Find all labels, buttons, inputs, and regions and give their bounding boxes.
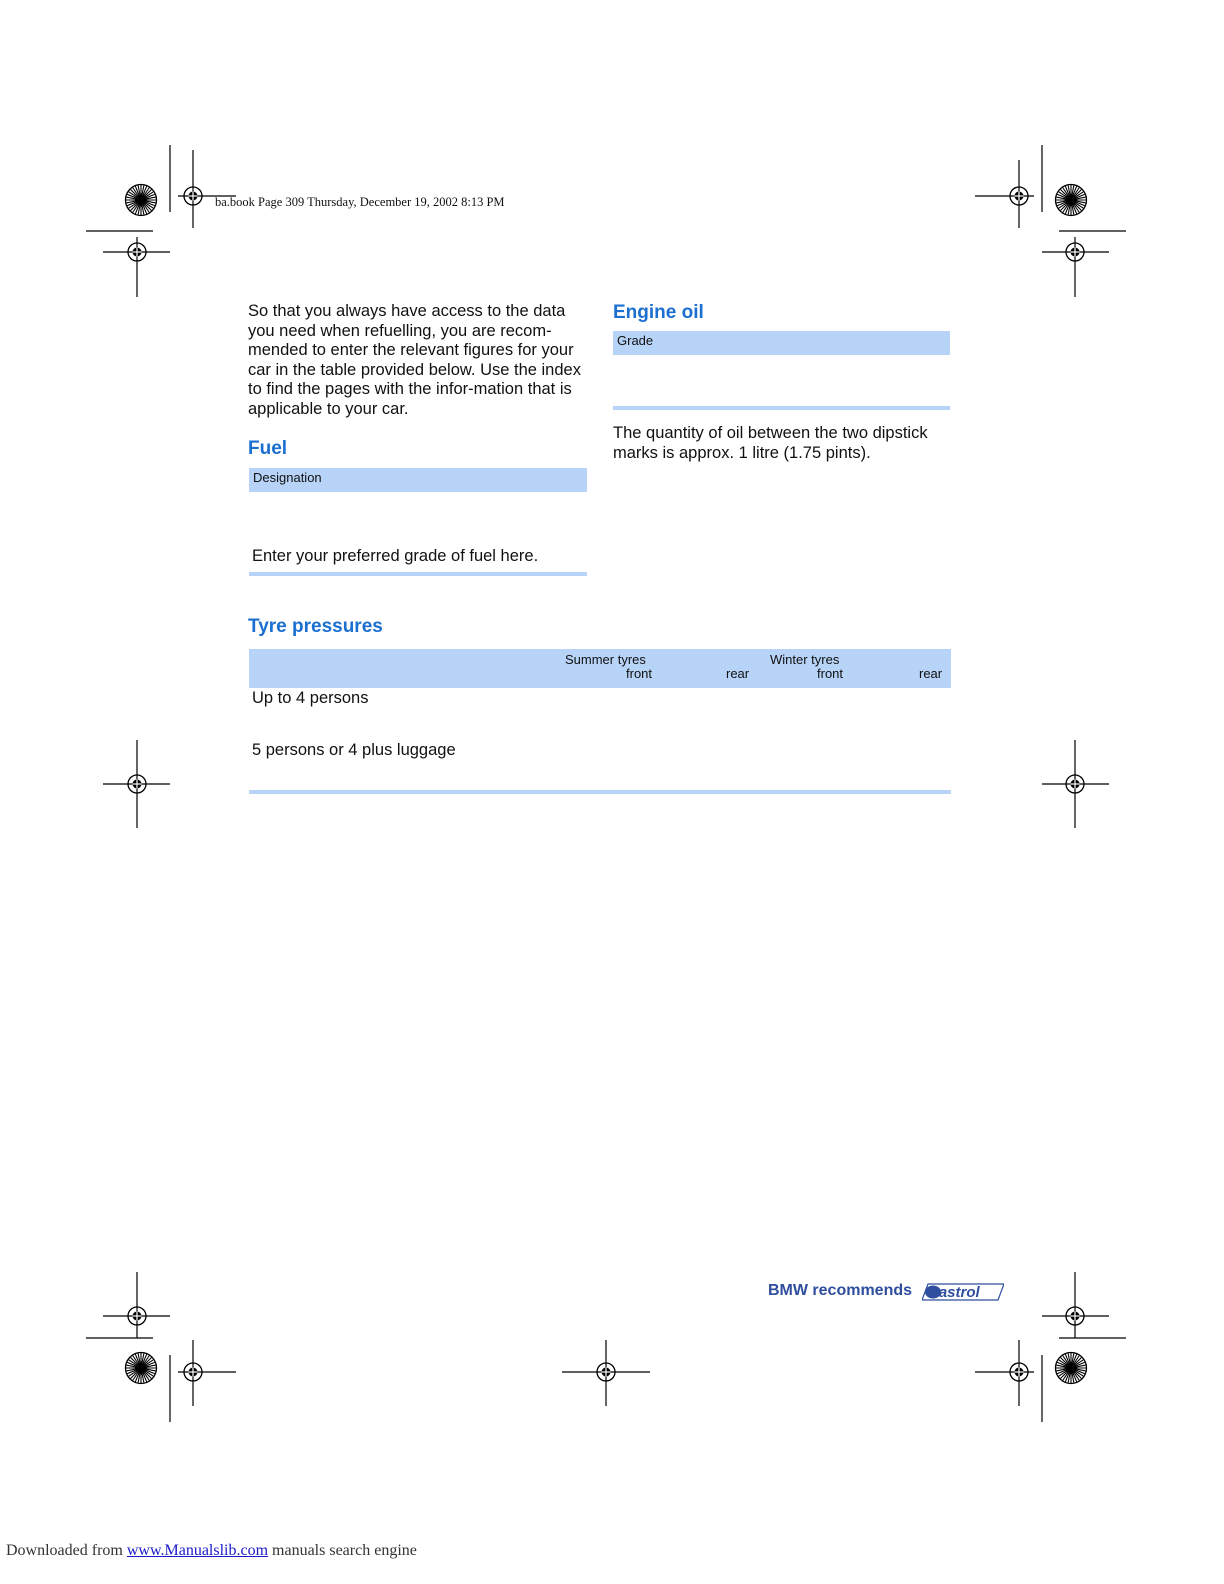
engine-oil-table-rule — [613, 406, 950, 410]
intro-paragraph: So that you always have access to the data you need when refuelling, you are recom-mended to enter the relevant figures for your car in the table provided below. Use the index to find the pages with the infor-mation that is applicable to your car. — [248, 302, 581, 418]
fuel-note: Enter your preferred grade of fuel here. — [252, 547, 539, 565]
tyre-table-rule — [249, 790, 951, 794]
page-header: ba.book Page 309 Thursday, December 19, 2002 8:13 PM — [215, 195, 505, 209]
fuel-designation-header — [249, 468, 587, 492]
tyre-pressures-heading: Tyre pressures — [248, 616, 383, 637]
fuel-table-rule — [249, 572, 587, 576]
tyre-row-label: Up to 4 persons — [252, 689, 369, 707]
footer-prefix: Downloaded from — [6, 1542, 123, 1559]
bmw-recommends-text: BMW recommends — [768, 1282, 913, 1299]
winter-tyres-label: Winter tyres — [770, 652, 840, 667]
engine-oil-grade-label: Grade — [617, 333, 654, 348]
castrol-logo — [922, 1282, 1004, 1302]
fuel-designation-label: Designation — [253, 470, 322, 485]
manualslib-link[interactable]: www.Manualslib.com — [126, 1542, 269, 1559]
fuel-heading: Fuel — [248, 438, 288, 459]
tyre-pressures-table-header — [249, 649, 951, 688]
castrol-logo-text: Castrol — [928, 1284, 980, 1301]
engine-oil-grade-header — [613, 331, 950, 355]
tyre-row-label: 5 persons or 4 plus luggage — [252, 741, 456, 759]
footer-suffix: manuals search engine — [272, 1542, 417, 1559]
summer-tyres-label: Summer tyres — [565, 652, 646, 667]
page-footer — [6, 1542, 417, 1560]
winter-front-label: front — [817, 666, 844, 681]
summer-rear-label: rear — [726, 666, 750, 681]
summer-front-label: front — [626, 666, 653, 681]
engine-oil-heading: Engine oil — [613, 302, 704, 323]
winter-rear-label: rear — [919, 666, 943, 681]
engine-oil-note: The quantity of oil between the two dipstick marks is approx. 1 litre (1.75 pints). — [613, 424, 928, 462]
